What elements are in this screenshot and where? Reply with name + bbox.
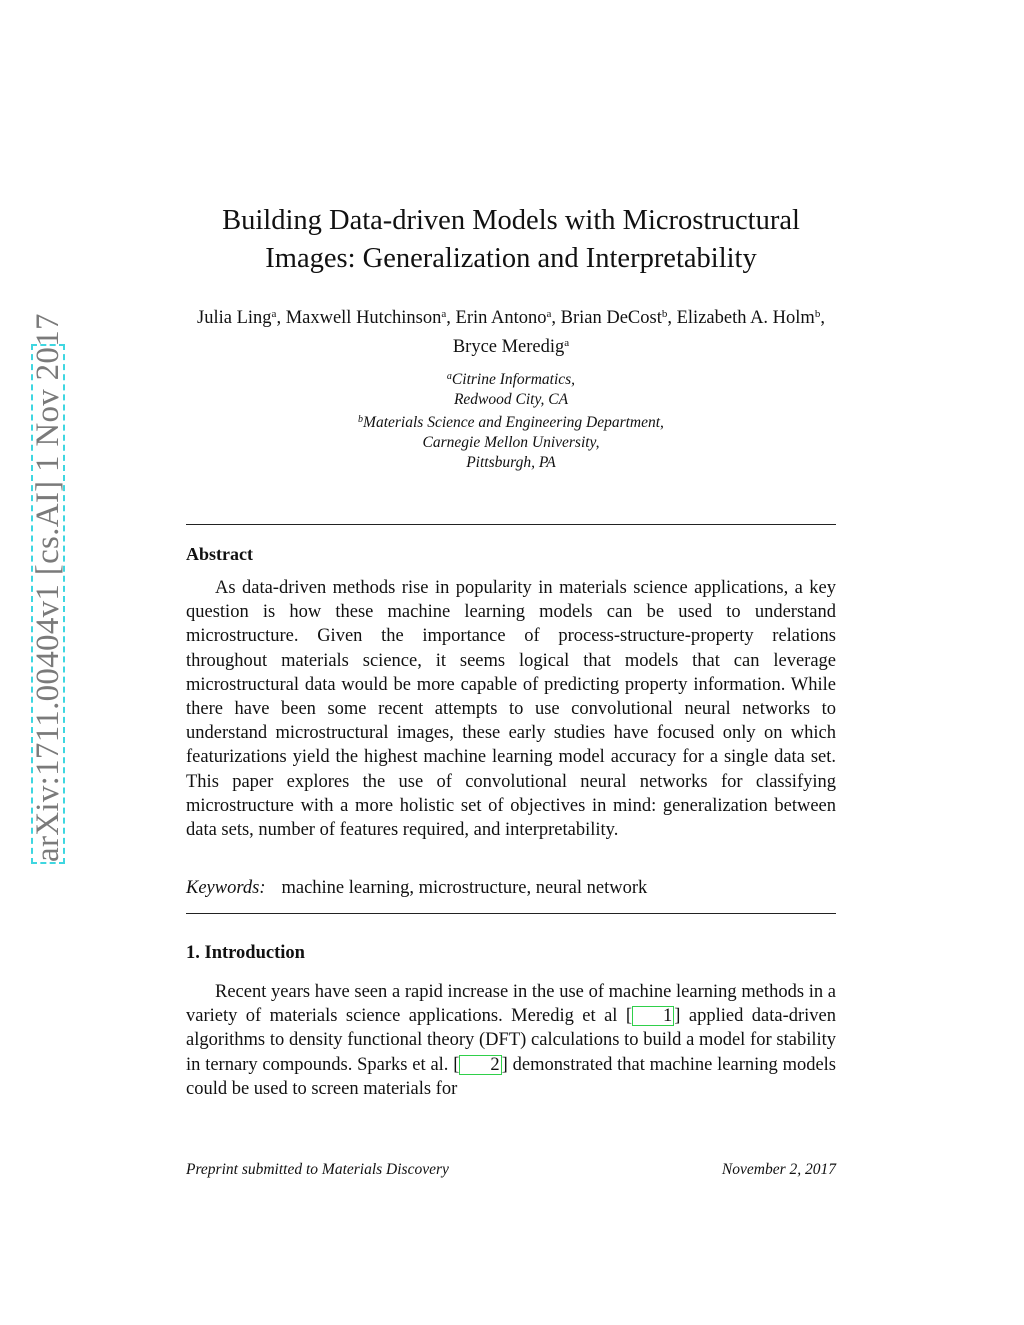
author-affiliation-mark: a [441, 308, 447, 320]
affiliation-mark-b: b [358, 414, 364, 425]
introduction-heading: 1. Introduction [186, 943, 305, 963]
affiliation-a-line-1 [186, 367, 836, 390]
introduction-text: Recent years have seen a rapid increase in the use of machine learning methods in a variety of materials science applications. Meredig et al [ 1 ] applied data-driven algorithms to density functional theory (DFT) calculations to build a model for stability in ternary compounds. Sparks et al. [ 2 ] demonstrated that machine learning models could be used to screen materials for [186, 982, 837, 1099]
author-affiliation-mark: b [661, 308, 668, 320]
keywords-label: Keywords: [186, 878, 266, 898]
author-name: Bryce Meredig [452, 337, 565, 357]
author-affiliation-mark: a [546, 308, 552, 320]
intro-text-part-2: applied data-driven algorithms to density functional theory (DFT) calculations to build a model for stability in ternary compounds. Sparks et al. [186, 1006, 837, 1075]
affiliation-a-name: Citrine Informatics, [451, 371, 576, 388]
abstract-text: As data-driven methods rise in popularity in materials science applications, a key question is how these machine learning models can be used to understand microstructure. Given the importance of process-structure-property relations throughout materials science, it seems logical that models that can leverage microstructural data would be more capable of predicting property information. While there have been some recent attempts to use convolutional neural networks to understand microstructural images, these early studies have focused only on which featurizations yield the highest machine learning model accuracy for a single data set. This paper explores the use of convolutional neural networks for classifying microstructure with a more holistic set of objectives in mind: generalization between data sets, number of features required, and interpretability. [186, 578, 836, 841]
arxiv-identifier-stamp[interactable]: arXiv:1711.00404v1 [cs.AI] 1 Nov 2017 [30, 313, 66, 862]
citation-link-1[interactable]: 1 [632, 1006, 674, 1026]
intro-text-part-1: Recent years have seen a rapid increase in the use of machine learning methods in a variety of materials science applications. Meredig et al [186, 982, 836, 1027]
keywords-text: machine learning, microstructure, neural network [281, 878, 648, 898]
author-name: Erin Antono [455, 308, 547, 328]
author-name: Brian DeCost [560, 308, 662, 328]
affiliation-b-line-3: Pittsburgh, PA [466, 454, 556, 471]
author-affiliation-mark: a [564, 337, 570, 349]
author-affiliation-mark: b [814, 308, 821, 320]
abstract-bottom-rule [186, 913, 836, 914]
title-line-1: Building Data-driven Models with Microstructural [222, 205, 800, 236]
affiliation-mark-a: a [446, 371, 452, 382]
paper-title [186, 202, 836, 278]
footer-preprint-note: Preprint submitted to Materials Discovery [186, 1161, 449, 1178]
author-name: Elizabeth A. Holm [676, 308, 815, 328]
affiliation-b-name: Materials Science and Engineering Department, [363, 414, 664, 431]
affiliations [186, 367, 836, 473]
footer-date: November 2, 2017 [721, 1161, 836, 1178]
keywords-line [186, 876, 836, 900]
affiliation-b-line-2: Carnegie Mellon University, [422, 434, 600, 451]
author-name: Julia Ling [197, 308, 272, 328]
affiliation-a-line-2: Redwood City, CA [453, 391, 569, 408]
author-list: Julia Ling$^a$, Maxwell Hutchinson$^a$, Erin Antono$^a$, Brian DeCost$^b$, Elizabeth A. Holm$^b$, Bryce Meredig$^a$ [197, 308, 825, 357]
intro-text-part-3: demonstrated that machine learning models could be used to screen materials for [186, 1054, 837, 1099]
abstract-heading: Abstract [186, 544, 253, 564]
abstract-top-rule [186, 524, 836, 525]
title-line-2: Images: Generalization and Interpretability [265, 243, 757, 274]
citation-link-2[interactable]: 2 [459, 1055, 501, 1075]
author-name: Maxwell Hutchinson [285, 308, 442, 328]
author-affiliation-mark: a [271, 308, 277, 320]
affiliation-b-line-1 [186, 410, 836, 433]
